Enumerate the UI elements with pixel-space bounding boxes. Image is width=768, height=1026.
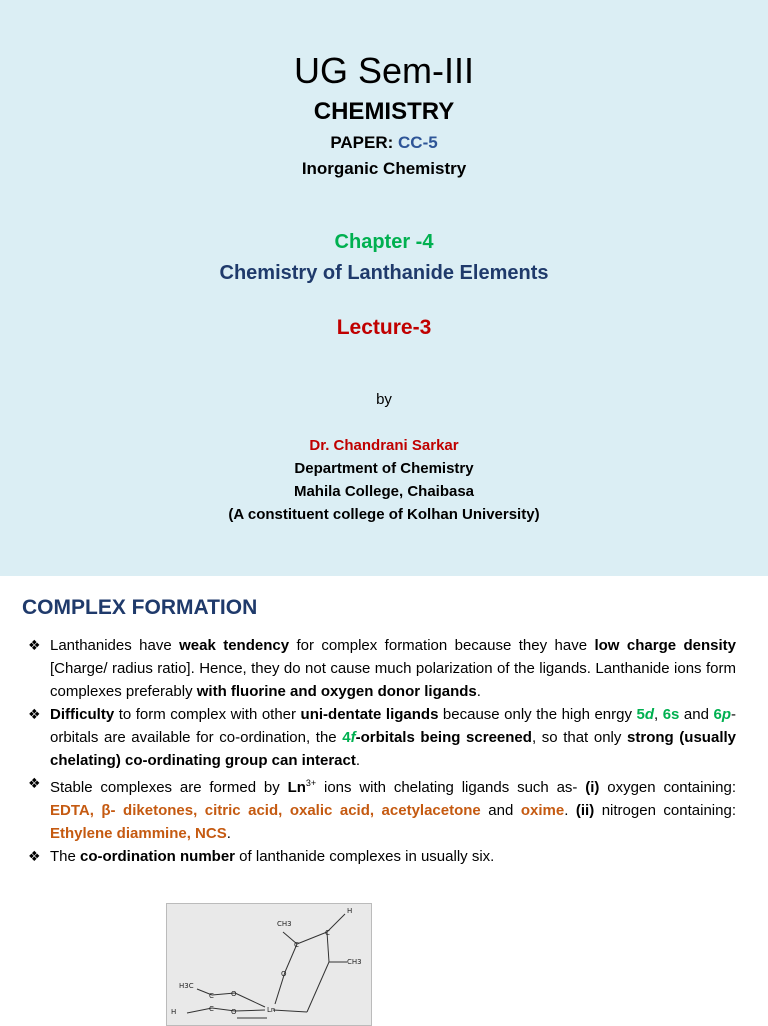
paper-line bbox=[0, 133, 768, 153]
structure-label: C bbox=[209, 992, 214, 1000]
text: . bbox=[476, 683, 481, 700]
diamond-bullet-icon: ❖ bbox=[28, 775, 41, 791]
structure-label: H bbox=[347, 907, 353, 915]
structure-label: C bbox=[294, 941, 299, 949]
author-name: Dr. Chandrani Sarkar bbox=[309, 437, 459, 454]
text: because only the high enrgy bbox=[438, 706, 637, 723]
text: . bbox=[564, 802, 576, 819]
diamond-bullet-icon: ❖ bbox=[28, 706, 41, 722]
bullet-difficulty bbox=[28, 703, 736, 772]
text: The bbox=[50, 848, 81, 865]
chapter-title: Chemistry of Lanthanide Elements bbox=[219, 262, 549, 284]
structure-label: CH3 bbox=[347, 958, 362, 966]
text: 6 bbox=[713, 706, 722, 723]
paper-name: Inorganic Chemistry bbox=[301, 159, 467, 178]
emphasis: co-ordination number bbox=[80, 848, 236, 865]
structure-label: H3C bbox=[179, 982, 194, 990]
paper-label: PAPER: bbox=[330, 133, 399, 152]
bullet-list bbox=[28, 634, 745, 868]
text: . bbox=[355, 752, 361, 769]
by-text: by bbox=[376, 391, 392, 408]
orbital-6s: 6s bbox=[662, 706, 680, 723]
bullet-stable-complexes bbox=[28, 772, 745, 845]
structure-label: C bbox=[325, 929, 330, 937]
text: 5 bbox=[636, 706, 645, 723]
text: ions with chelating ligands such as- bbox=[316, 779, 586, 796]
text: [Charge/ radius ratio]. Hence, they do not cause much polarization of the ligands. Lanthanide ions form complexes preferably bbox=[50, 660, 736, 700]
emphasis: Ln bbox=[287, 779, 306, 796]
superscript: 3+ bbox=[305, 778, 317, 788]
structure-label: O bbox=[231, 990, 237, 998]
diamond-bullet-icon: ❖ bbox=[28, 848, 41, 864]
orbital-6p bbox=[713, 706, 731, 723]
structure-label: CH3 bbox=[277, 920, 292, 928]
text: , so that only bbox=[531, 729, 628, 746]
emphasis: low charge density bbox=[594, 637, 737, 654]
emphasis: strong (usually chelating) co-ordinating group can interact bbox=[50, 729, 736, 769]
oxygen-ligands: EDTA, β- diketones, citric acid, oxalic acid, acetylacetone bbox=[50, 802, 481, 819]
orbital-5d bbox=[637, 706, 655, 723]
structure-label: Ln bbox=[267, 1006, 276, 1014]
text: Stable complexes are formed by bbox=[50, 779, 288, 796]
bullet-coordination-number bbox=[28, 845, 736, 868]
bullet-weak-tendency bbox=[28, 634, 736, 703]
text: , bbox=[654, 706, 663, 723]
text: to form complex with other bbox=[114, 706, 301, 723]
affiliation: (A constituent college of Kolhan University) bbox=[228, 506, 540, 523]
text: 4 bbox=[342, 729, 351, 746]
emphasis: weak tendency bbox=[179, 637, 290, 654]
emphasis: (ii) bbox=[575, 802, 595, 819]
ln-complex-structure-image bbox=[166, 903, 372, 1026]
chapter-number: Chapter -4 bbox=[334, 231, 434, 253]
text: nitrogen containing: bbox=[594, 802, 736, 819]
structure-label: O bbox=[281, 970, 287, 978]
lecture-number: Lecture-3 bbox=[336, 316, 432, 339]
text: oxygen containing: bbox=[599, 779, 745, 796]
emphasis: Difficulty bbox=[50, 706, 115, 723]
structure-label: C bbox=[209, 1005, 214, 1013]
text: - orbitals are available for co-ordination, the bbox=[50, 706, 736, 746]
slide-heading: COMPLEX FORMATION bbox=[22, 596, 258, 619]
text: d bbox=[644, 706, 655, 723]
emphasis: uni-dentate ligands bbox=[300, 706, 439, 723]
structure-label: H bbox=[171, 1008, 177, 1016]
diamond-bullet-icon: ❖ bbox=[28, 637, 41, 653]
text: and bbox=[480, 802, 521, 819]
nitrogen-ligands: Ethylene diammine, NCS bbox=[50, 825, 227, 842]
department: Department of Chemistry bbox=[294, 460, 474, 477]
subject-title: CHEMISTRY bbox=[313, 98, 455, 125]
oxime: oxime bbox=[520, 802, 565, 819]
text: . bbox=[226, 825, 231, 842]
text: and bbox=[679, 706, 714, 723]
structure-label: O bbox=[231, 1008, 237, 1016]
paper-code: CC-5 bbox=[398, 133, 438, 152]
text: p bbox=[721, 706, 731, 723]
college: Mahila College, Chaibasa bbox=[293, 483, 475, 500]
content-slide bbox=[0, 576, 768, 1024]
emphasis: -orbitals being screened bbox=[355, 729, 532, 746]
emphasis: with fluorine and oxygen donor ligands bbox=[196, 683, 477, 700]
text: Lanthanides have bbox=[50, 637, 180, 654]
text: f bbox=[350, 729, 356, 746]
text: for complex formation because they have bbox=[289, 637, 595, 654]
orbital-4f bbox=[342, 729, 355, 746]
emphasis: (i) bbox=[585, 779, 600, 796]
text: of lanthanide complexes in usually six. bbox=[235, 848, 495, 865]
course-title: UG Sem-III bbox=[293, 50, 475, 91]
